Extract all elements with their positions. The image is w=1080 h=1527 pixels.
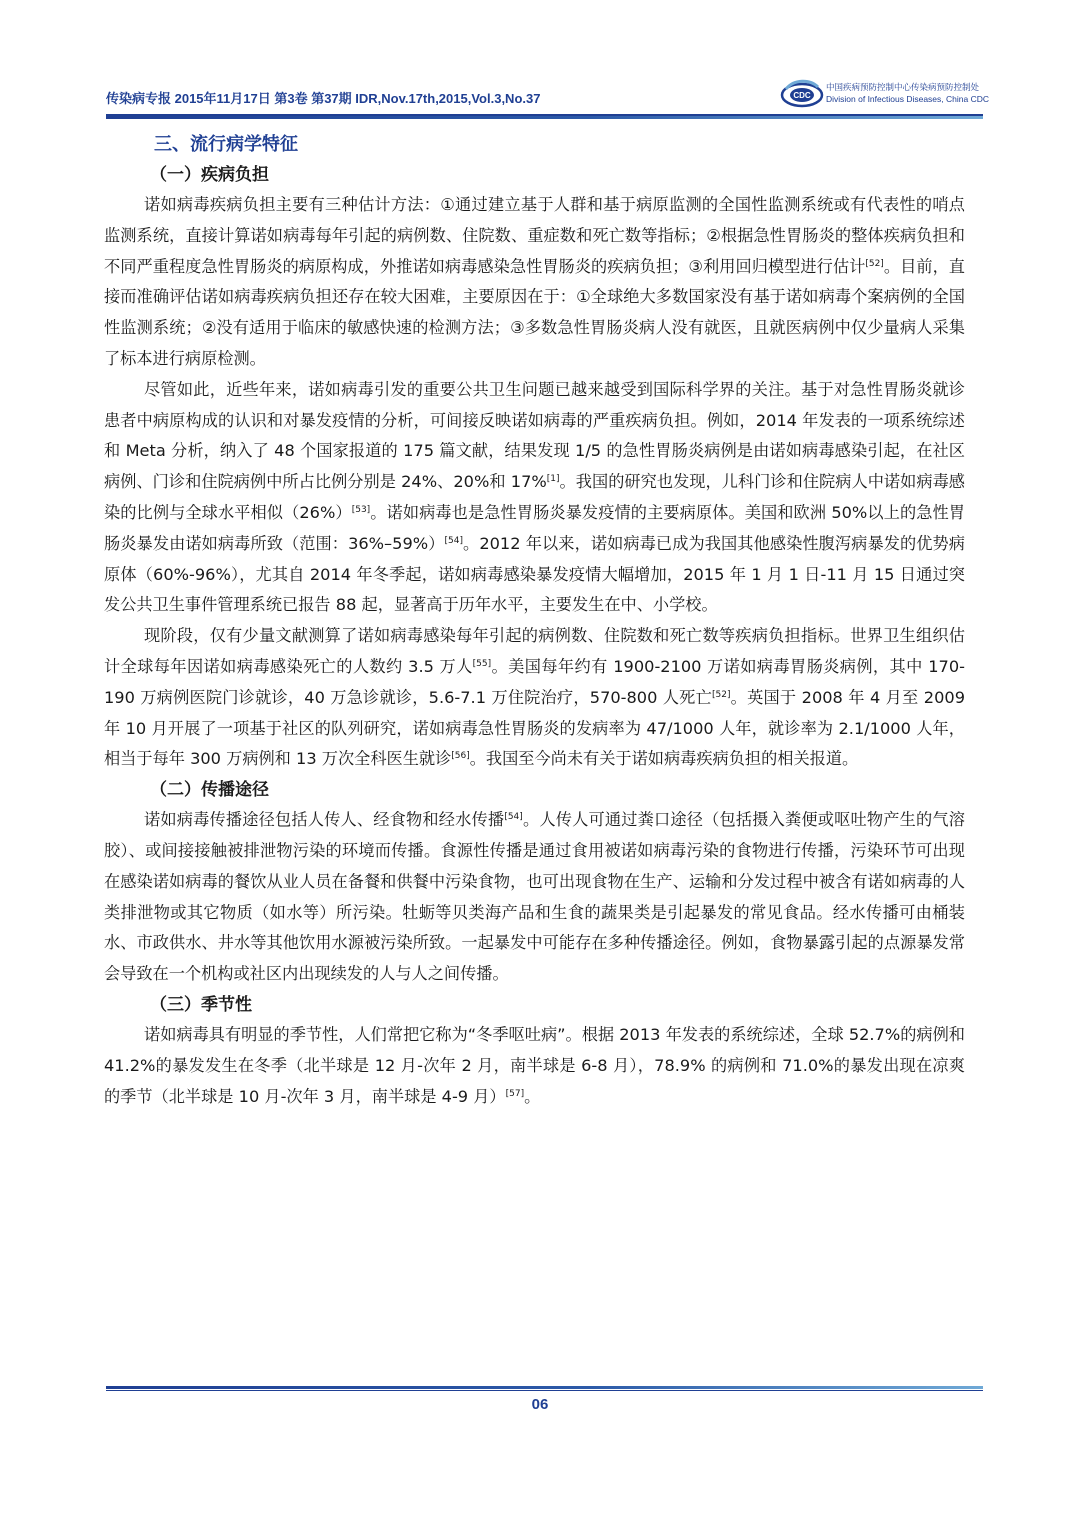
- citation: [54]: [504, 812, 523, 823]
- header-divider: [106, 114, 983, 119]
- citation: [56]: [451, 751, 470, 762]
- citation: [52]: [711, 689, 731, 700]
- cdc-logo: [780, 77, 990, 111]
- article-body: [104, 130, 965, 1112]
- page-number: 06: [531, 1396, 549, 1413]
- subsection-title-transmission: （二）传播途径: [150, 780, 269, 801]
- logo-english-text: Division of Infectious Diseases, China CDC: [826, 94, 989, 104]
- footer-divider: [106, 1386, 983, 1391]
- subsection-title-disease-burden: （一）疾病负担: [150, 165, 269, 185]
- cdc-emblem-icon: [780, 77, 824, 111]
- citation: [1]: [546, 474, 560, 485]
- citation: [57]: [505, 1088, 525, 1099]
- citation: [53]: [351, 504, 371, 515]
- paragraph-burden-estimates: 现阶段，仅有少量文献测算了诺如病毒感染每年引起的病例数、住院数和死亡数等疾病负担指标。世界卫生组织估计全球每年因诺如病毒感染死亡的人数约 3.5 万人[55]。美国每年约有 1900-2100 万诺如病毒胃肠炎病例，其中 170-190 万病例医院门诊就诊，40 万急诊就诊，5.6-7.1 万住院治疗，570-800 人死亡[52]。英国于 2008 年 4 月至 2009 年 10 月开展了一项基于社区的队列研究，诺如病毒急性胃肠炎的发病率为 47/1000 人年，就诊率为 2.1/1000 人年，相当于每年 300 万病例和 13 万次全科医生就诊[56]。我国至今尚未有关于诺如病毒疾病负担的相关报道。: [104, 626, 965, 769]
- subsection-title-seasonality: （三）季节性: [150, 994, 252, 1015]
- citation: [54]: [444, 535, 463, 546]
- logo-chinese-text: 中国疾病预防控制中心传染病预防控制处: [826, 83, 980, 93]
- paragraph-burden-methods: 诺如病毒疾病负担主要有三种估计方法：①通过建立基于人群和基于病原监测的全国性监测系统或有代表性的哨点监测系统，直接计算诺如病毒每年引起的病例数、住院数、重症数和死亡数等指标；②根据急性胃肠炎的整体疾病负担和不同严重程度急性胃肠炎的病原构成，外推诺如病毒感染急性胃肠炎的疾病负担；③利用回归模型进行估计[52]。目前，直接而准确评估诺如病毒疾病负担还存在较大困难，主要原因在于：①全球绝大多数国家没有基于诺如病毒个案病例的全国性监测系统；②没有适用于临床的敏感快速的检测方法；③多数急性胃肠炎病人没有就医，且就医病例中仅少量病人采集了标本进行病原检测。: [104, 195, 965, 368]
- citation: [52]: [865, 258, 884, 269]
- section-title: 三、流行病学特征: [154, 134, 298, 155]
- paragraph-burden-evidence: 尽管如此，近些年来，诺如病毒引发的重要公共卫生问题已越来越受到国际科学界的关注。基于对急性胃肠炎就诊患者中病原构成的认识和对暴发疫情的分析，可间接反映诺如病毒的严重疾病负担。例如，2014 年发表的一项系统综述和 Meta 分析，纳入了 48 个国家报道的 175 篇文献，结果发现 1/5 的急性胃肠炎病例是由诺如病毒感染引起，在社区病例、门诊和住院病例中所占比例分别是 24%、20%和 17%[1]。我国的研究也发现，儿科门诊和住院病人中诺如病毒感染的比例与全球水平相似（26%）[53]。诺如病毒也是急性胃肠炎暴发疫情的主要病原体。美国和欧洲 50%以上的急性胃肠炎暴发由诺如病毒所致（范围：36%–59%）[54]。2012 年以来，诺如病毒已成为我国其他感染性腹泻病暴发的优势病原体（60%-96%），尤其自 2014 年冬季起，诺如病毒感染暴发疫情大幅增加，2015 年 1 月 1 日-11 月 15 日通过突发公共卫生事件管理系统已报告 88 起，显著高于历年水平，主要发生在中、小学校。: [104, 379, 965, 615]
- citation: [55]: [472, 658, 492, 669]
- paragraph-seasonality: 诺如病毒具有明显的季节性，人们常把它称为“冬季呕吐病”。根据 2013 年发表的系统综述，全球 52.7%的病例和 41.2%的暴发发生在冬季（北半球是 12 月-次年 2 月，南半球是 6-8 月），78.9% 的病例和 71.0%的暴发出现在凉爽的季节（北半球是 10 月-次年 3 月，南半球是 4-9 月）[57]。: [104, 1024, 965, 1106]
- journal-header: 传染病专报 2015年11月17日 第3卷 第37期 IDR,Nov.17th,2015,Vol.3,No.37: [106, 91, 541, 106]
- logo-mark-text: CDC: [793, 91, 811, 100]
- paragraph-transmission: 诺如病毒传播途径包括人传人、经食物和经水传播[54]。人传人可通过粪口途径（包括摄入粪便或呕吐物产生的气溶胶）、或间接接触被排泄物污染的环境而传播。食源性传播是通过食用被诺如病毒污染的食物进行传播，污染环节可出现在感染诺如病毒的餐饮从业人员在备餐和供餐中污染食物，也可出现食物在生产、运输和分发过程中被含有诺如病毒的人类排泄物或其它物质（如水等）所污染。牡蛎等贝类海产品和生食的蔬果类是引起暴发的常见食品。经水传播可由桶装水、市政供水、井水等其他饮用水源被污染所致。一起暴发中可能存在多种传播途径。例如，食物暴露引起的点源暴发常会导致在一个机构或社区内出现续发的人与人之间传播。: [104, 810, 965, 984]
